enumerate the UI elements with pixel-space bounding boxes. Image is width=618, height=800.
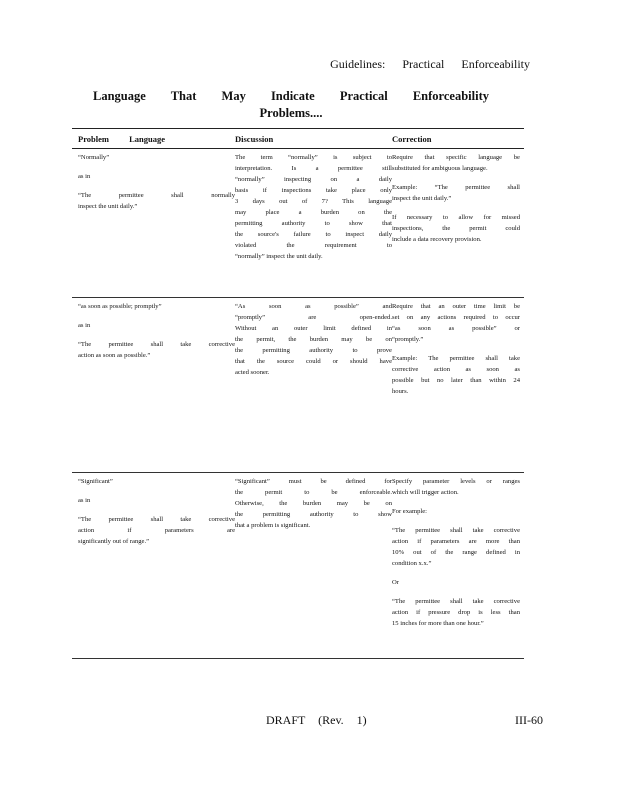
page-title xyxy=(76,88,506,122)
column-header-problem-language: Problem Language xyxy=(78,133,166,144)
cell-text-line: 15 inches for more than one hour.” xyxy=(392,620,484,627)
cell-text-line: the source's failure to inspect daily xyxy=(235,231,392,238)
page-title-line1: Language That May Indicate Practical Enforceability xyxy=(93,89,489,103)
cell-text-line: that a problem is significant. xyxy=(235,522,311,529)
cell-text-line: “promptly.” xyxy=(392,336,424,343)
cell-text-line: substituted for ambiguous language. xyxy=(392,165,488,172)
cell-text-line: “Significant” xyxy=(78,478,113,485)
cell-text-line: may place a burden on the xyxy=(235,209,392,216)
cell-text-line: The term “normally” is subject to xyxy=(235,154,392,161)
cell-text-line: 10% out of the range defined in xyxy=(392,549,520,556)
cell-text-line: action if parameters are xyxy=(78,527,235,534)
cell-text-line: permitting authority to show that xyxy=(235,220,392,227)
cell-text-line: violated the requirement to xyxy=(235,242,392,249)
cell-text-line: as in xyxy=(78,173,91,180)
cell-gap xyxy=(78,163,235,171)
cell-gap xyxy=(392,498,520,506)
problem-cell xyxy=(72,298,235,472)
cell-text-line: that the source could or should have xyxy=(235,358,392,365)
cell-text-line: “normally” inspect the unit daily. xyxy=(235,253,323,260)
cell-text-line: “As soon as possible” and xyxy=(235,303,392,310)
cell-text-line: acted sooner. xyxy=(235,369,270,376)
cell-gap xyxy=(392,569,520,577)
page-title-line2: Problems.... xyxy=(259,106,323,120)
cell-text-line: inspections, the permit could xyxy=(392,225,520,232)
cell-text-line: “The permittee shall take corrective xyxy=(392,527,520,534)
cell-text-line: “The permittee shall take corrective xyxy=(392,598,520,605)
cell-text-line: Example: “The permittee shall xyxy=(392,184,520,191)
cell-text-line: action as soon as possible.” xyxy=(78,352,151,359)
cell-text-line: the permitting authority to show xyxy=(235,511,392,518)
cell-text-line: If necessary to allow for missed xyxy=(392,214,520,221)
cell-gap xyxy=(392,588,520,596)
discussion-cell xyxy=(235,473,392,658)
cell-text-line: Without an outer limit defined in xyxy=(235,325,392,332)
cell-text-line: For example: xyxy=(392,508,427,515)
cell-gap xyxy=(392,345,520,353)
column-header-discussion: Discussion xyxy=(235,133,274,144)
cell-gap xyxy=(392,204,520,212)
cell-text-line: interpretation. Is a permittee still xyxy=(235,165,392,172)
correction-cell xyxy=(392,473,524,658)
cell-text-line: the permitting authority to prove xyxy=(235,347,392,354)
cell-text-line: significantly out of range.” xyxy=(78,538,150,545)
cell-text-line: “The permittee shall normally xyxy=(78,192,235,199)
cell-text-line: “Normally” xyxy=(78,154,110,161)
footer-page-number: III-60 xyxy=(515,713,543,727)
cell-text-line: Require that specific language be xyxy=(392,154,520,161)
cell-text-line: the permit, the burden may be on xyxy=(235,336,392,343)
cell-text-line: “The permittee shall take corrective xyxy=(78,341,235,348)
cell-gap xyxy=(392,517,520,525)
cell-text-line: as in xyxy=(78,322,91,329)
cell-text-line: which will trigger action. xyxy=(392,489,459,496)
correction-cell xyxy=(392,298,524,472)
correction-cell xyxy=(392,149,524,297)
cell-gap xyxy=(78,312,235,320)
cell-text-line: condition x.x.” xyxy=(392,560,432,567)
cell-text-line: “as soon as possible” or xyxy=(392,325,520,332)
cell-text-line: the permit to be enforceable. xyxy=(235,489,392,496)
cell-text-line: “normally” inspecting on a daily xyxy=(235,176,392,183)
cell-text-line: include a data recovery provision. xyxy=(392,236,482,243)
cell-text-line: “as soon as possible; promptly” xyxy=(78,303,162,310)
cell-text-line: “The permittee shall take corrective xyxy=(78,516,235,523)
cell-text-line: Otherwise, the burden may be on xyxy=(235,500,392,507)
cell-text-line: hours. xyxy=(392,388,409,395)
cell-text-line: inspect the unit daily.” xyxy=(392,195,452,202)
cell-text-line: Specify parameter levels or ranges xyxy=(392,478,520,485)
cell-text-line: corrective action as soon as xyxy=(392,366,520,373)
guidelines-table xyxy=(72,128,524,659)
table-row xyxy=(72,473,524,659)
cell-text-line: 3 days out of 7? This language xyxy=(235,198,392,205)
cell-text-line: “Significant” must be defined for xyxy=(235,478,392,485)
cell-gap xyxy=(78,182,235,190)
cell-text-line: set on any actions required to occur xyxy=(392,314,520,321)
table-header-row xyxy=(72,129,524,149)
cell-gap xyxy=(78,506,235,514)
cell-text-line: inspect the unit daily.” xyxy=(78,203,138,210)
table-row xyxy=(72,149,524,298)
cell-text-line: possible but no later than within 24 xyxy=(392,377,520,384)
running-header: Guidelines: Practical Enforceability xyxy=(330,57,530,71)
problem-cell xyxy=(72,149,235,297)
cell-text-line: Or xyxy=(392,579,399,586)
cell-text-line: Example: The permittee shall take xyxy=(392,355,520,362)
column-header-correction: Correction xyxy=(392,133,432,144)
cell-text-line: basis if inspections take place only xyxy=(235,187,392,194)
cell-text-line: action if parameters are more than xyxy=(392,538,520,545)
discussion-cell xyxy=(235,149,392,297)
cell-text-line: as in xyxy=(78,497,91,504)
cell-text-line: action if pressure drop is less than xyxy=(392,609,520,616)
cell-text-line: “promptly” are open-ended. xyxy=(235,314,392,321)
table-row xyxy=(72,298,524,473)
cell-gap xyxy=(78,487,235,495)
cell-text-line: Require that an outer time limit be xyxy=(392,303,520,310)
footer-draft-label: DRAFT (Rev. 1) xyxy=(266,713,367,727)
discussion-cell xyxy=(235,298,392,472)
cell-gap xyxy=(392,174,520,182)
problem-cell xyxy=(72,473,235,658)
cell-gap xyxy=(78,331,235,339)
